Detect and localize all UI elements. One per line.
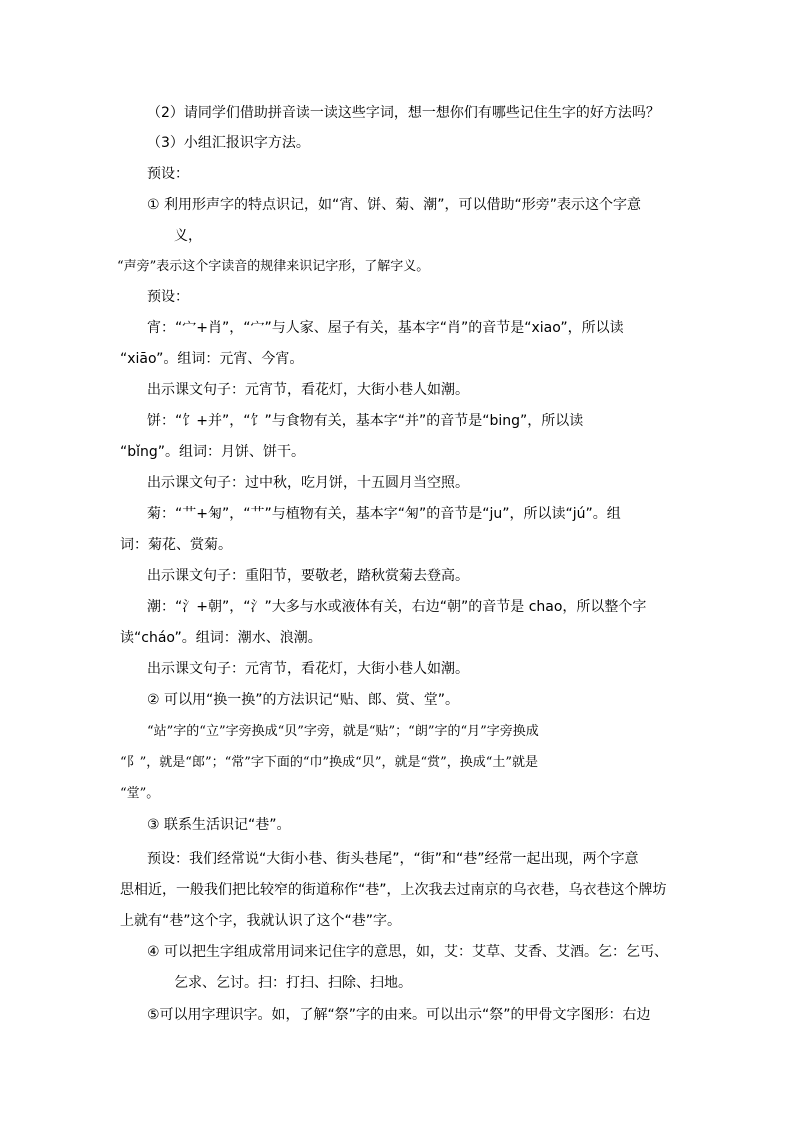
text-line: 预设：: [147, 289, 189, 305]
text-line: 出示课文句子：元宵节，看花灯，大街小巷人如潮。: [147, 661, 469, 677]
text-line: “阝”，就是“郎”；“常”字下面的“巾”换成“贝”，就是“赏”，换成“土”就是: [120, 755, 539, 770]
text-line: 思相近，一般我们把比较窄的街道称作“巷”，上次我去过南京的乌衣巷，乌衣巷这个牌坊: [120, 882, 667, 898]
text-line: 预设：: [147, 166, 189, 182]
text-line: ③ 联系生活识记“巷”。: [147, 817, 291, 833]
text-line: “bǐng”。组词：月饼、饼干。: [120, 444, 306, 460]
text-line: “xiāo”。组词：元宵、今宵。: [120, 351, 304, 367]
text-line: ② 可以用“换一换”的方法识记“贴、郎、赏、堂”。: [147, 692, 460, 708]
text-line: 菊：“艹+匊”，“艹”与植物有关，基本字“匊”的音节是“ju”，所以读“jú”。组: [147, 506, 621, 522]
text-line: 预设：我们经常说“大街小巷、街头巷尾”，“街”和“巷”经常一起出现，两个字意: [147, 851, 639, 867]
text-line: 义，: [174, 228, 202, 244]
text-line: 出示课文句子：元宵节，看花灯，大街小巷人如潮。: [147, 382, 469, 398]
text-line: （3）小组汇报识字方法。: [147, 135, 310, 151]
text-line: 上就有“巷”这个字，我就认识了这个“巷”字。: [120, 913, 402, 929]
text-line: ⑤可以用字理识字。如，了解“祭”字的由来。可以出示“祭”的甲骨文字图形：右边: [147, 1007, 651, 1023]
text-line: “站”字的“立”字旁换成“贝”字旁，就是“贴”；“朗”字的“月”字旁换成: [147, 724, 539, 739]
text-line: “声旁”表示这个字读音的规律来识记字形，了解字义。: [117, 259, 430, 274]
text-line: 潮：“氵+朝”，“氵”大多与水或液体有关，右边“朝”的音节是 chao，所以整个字: [147, 599, 647, 615]
text-line: 出示课文句子：过中秋，吃月饼，十五圆月当空照。: [147, 475, 469, 491]
text-line: “堂”。: [120, 786, 160, 801]
text-line: 词：菊花、赏菊。: [120, 537, 232, 553]
text-line: 乞求、乞讨。扫：打扫、扫除、扫地。: [174, 975, 412, 991]
text-line: 出示课文句子：重阳节，要敬老，踏秋赏菊去登高。: [147, 568, 469, 584]
text-line: ④ 可以把生字组成常用词来记住字的意思，如，艾：艾草、艾香、艾酒。乞：乞丐、: [147, 944, 668, 960]
text-line: （2）请同学们借助拼音读一读这些字词，想一想你们有哪些记住生字的好方法吗？: [147, 105, 660, 121]
text-line: 读“cháo”。组词：潮水、浪潮。: [120, 630, 322, 646]
text-line: 宵：“宀+肖”，“宀”与人家、屋子有关，基本字“肖”的音节是“xiao”，所以读: [147, 320, 624, 336]
text-line: 饼：“饣+并”，“饣”与食物有关，基本字“并”的音节是“bing”，所以读: [147, 413, 584, 429]
text-line: ① 利用形声字的特点识记，如“宵、饼、菊、潮”，可以借助“形旁”表示这个字意: [147, 197, 642, 213]
